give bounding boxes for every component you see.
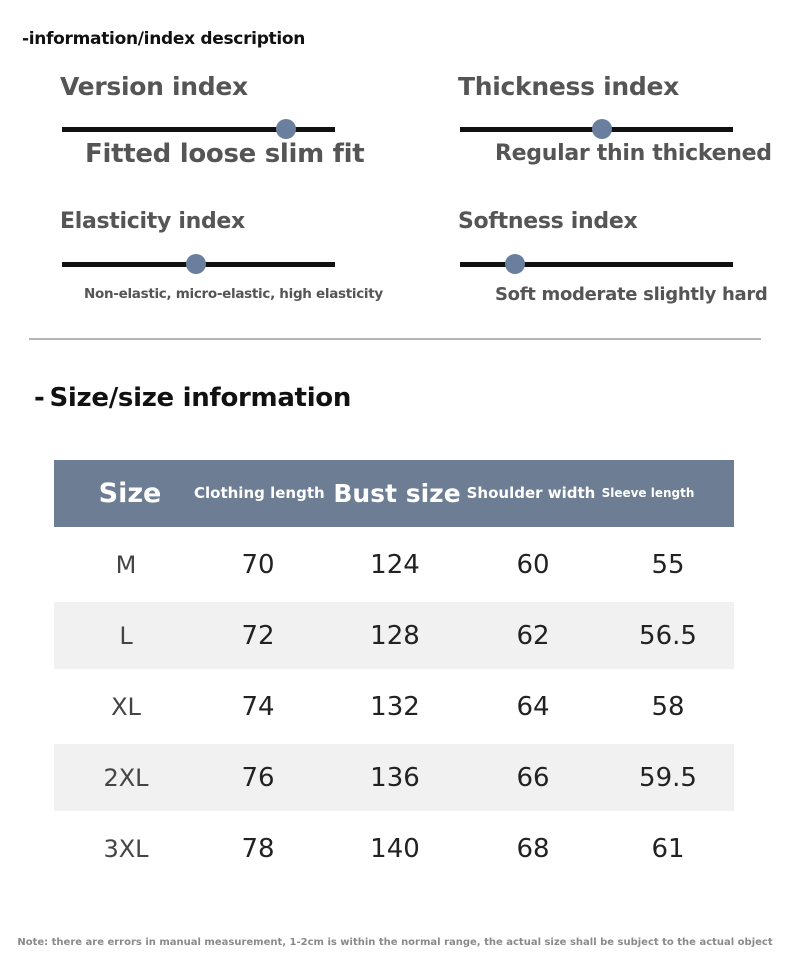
cell-sleeve-length: 59.5	[639, 762, 697, 793]
table-row	[54, 527, 734, 602]
size-heading-title: Size/size information	[49, 383, 352, 413]
table-row	[54, 811, 734, 886]
header-bust-size: Bust size	[333, 479, 461, 508]
cell-sleeve-length: 55	[651, 549, 685, 580]
header-clothing-length: Clothing length	[194, 484, 325, 502]
cell-size: 2XL	[103, 763, 149, 792]
header-shoulder-width: Shoulder width	[466, 484, 596, 502]
measurement-note: Note: there are errors in manual measurement, 1-2cm is within the normal range, the actual size shall be subject to the actual object	[17, 937, 773, 948]
cell-size: M	[115, 550, 137, 579]
cell-clothing-length: 72	[241, 620, 275, 651]
cell-bust-size: 132	[370, 691, 420, 722]
header-sleeve-length: Sleeve length	[601, 486, 695, 500]
cell-size: XL	[111, 692, 141, 721]
version-index-knob	[276, 119, 296, 139]
size-table-body	[54, 527, 734, 886]
version-index-caption: Fitted loose slim fit	[85, 139, 365, 169]
table-row	[54, 744, 734, 811]
cell-clothing-length: 70	[241, 549, 275, 580]
cell-shoulder-width: 64	[516, 691, 550, 722]
size-table	[54, 460, 734, 886]
cell-sleeve-length: 58	[651, 691, 685, 722]
thickness-index-knob	[592, 119, 612, 139]
cell-bust-size: 128	[370, 620, 420, 651]
size-heading-dash: -	[34, 383, 45, 413]
cell-bust-size: 136	[370, 762, 420, 793]
version-index-track	[62, 127, 335, 132]
cell-bust-size: 124	[370, 549, 420, 580]
elasticity-index-title: Elasticity index	[60, 209, 245, 234]
table-row	[54, 669, 734, 744]
softness-index-caption: Soft moderate slightly hard	[495, 284, 768, 305]
cell-clothing-length: 76	[241, 762, 275, 793]
cell-shoulder-width: 68	[516, 833, 550, 864]
cell-clothing-length: 78	[241, 833, 275, 864]
cell-clothing-length: 74	[241, 691, 275, 722]
section-divider	[29, 338, 761, 340]
cell-sleeve-length: 56.5	[639, 620, 697, 651]
cell-size: L	[119, 621, 133, 650]
table-row	[54, 602, 734, 669]
elasticity-index-knob	[186, 254, 206, 274]
thickness-index-caption: Regular thin thickened	[495, 141, 772, 166]
size-section-heading	[34, 383, 351, 413]
cell-shoulder-width: 62	[516, 620, 550, 651]
version-index-title: Version index	[60, 72, 248, 101]
softness-index-track	[460, 262, 733, 267]
cell-shoulder-width: 60	[516, 549, 550, 580]
size-table-header	[54, 460, 734, 527]
elasticity-index-caption: Non-elastic, micro-elastic, high elasticity	[84, 286, 383, 302]
header-size: Size	[98, 478, 162, 509]
softness-index-title: Softness index	[458, 209, 638, 234]
thickness-index-title: Thickness index	[458, 72, 679, 101]
cell-shoulder-width: 66	[516, 762, 550, 793]
cell-sleeve-length: 61	[651, 833, 685, 864]
cell-size: 3XL	[103, 834, 149, 863]
thickness-index-track	[460, 127, 733, 132]
cell-bust-size: 140	[370, 833, 420, 864]
elasticity-index-track	[62, 262, 335, 267]
softness-index-knob	[505, 254, 525, 274]
information-heading: -information/index description	[22, 29, 306, 49]
